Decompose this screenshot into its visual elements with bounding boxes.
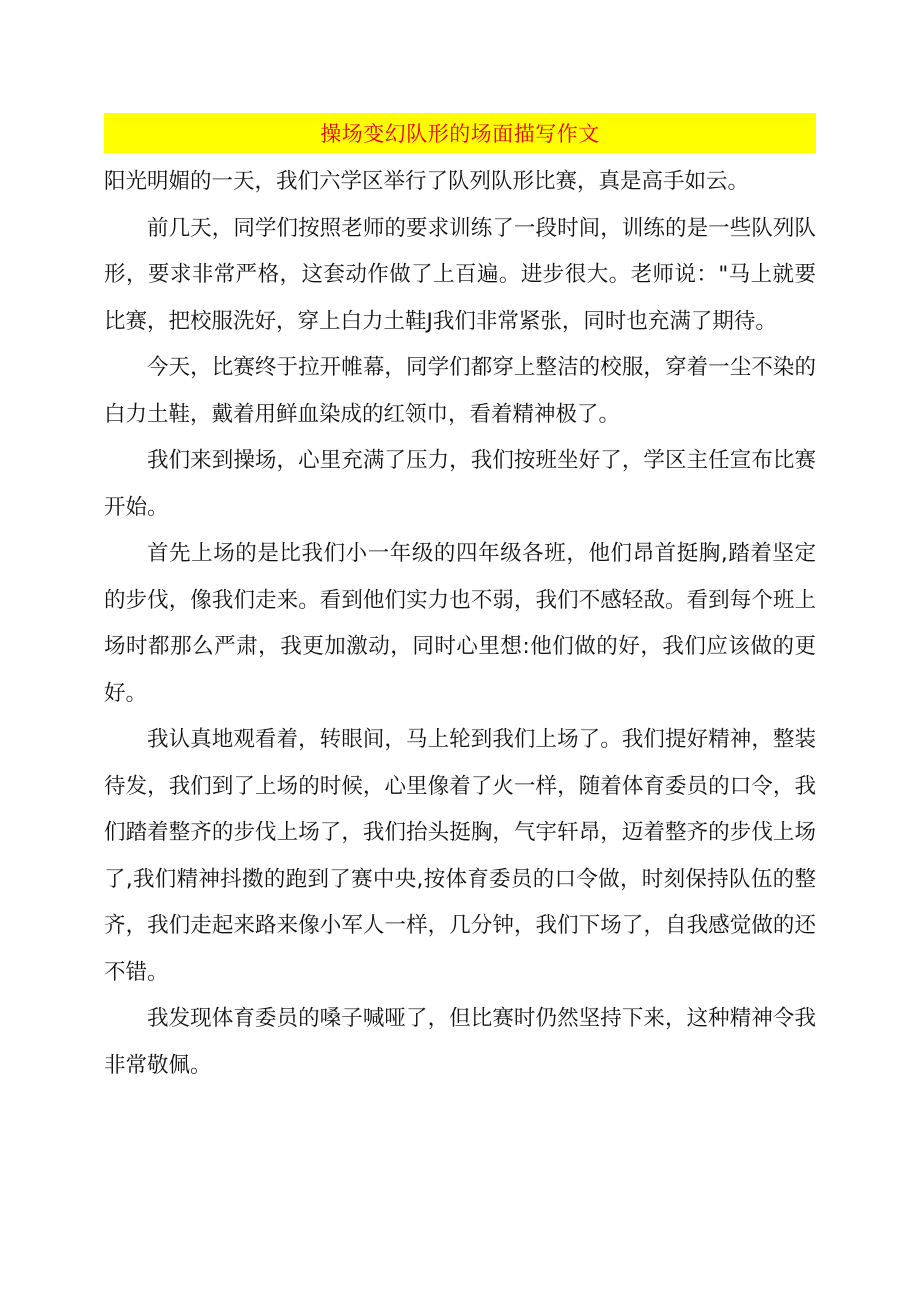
title-banner <box>104 113 816 153</box>
paragraph-6: 我认真地观看着，转眼间，马上轮到我们上场了。我们提好精神，整装待发，我们到了上场的时候，心里像着了火一样，随着体育委员的口令，我们踏着整齐的步伐上场了，我们抬头挺胸，气宇轩昂，迈着整齐的步伐上场了,我们精神抖擞的跑到了赛中央,按体育委员的口令做，时刻保持队伍的整齐，我们走起来路来像小军人一样，几分钟，我们下场了，自我感觉做的还不错。 <box>104 727 816 985</box>
paragraph-4: 我们来到操场，心里充满了压力，我们按班坐好了，学区主任宣布比赛开始。 <box>104 448 816 520</box>
document-page <box>104 113 816 1089</box>
paragraph-2: 前几天，同学们按照老师的要求训练了一段时间，训练的是一些队列队形，要求非常严格，这套动作做了上百遍。进步很大。老师说："马上就要比赛，把校服洗好，穿上白力土鞋J我们非常紧张，同时也充满了期待。 <box>104 215 816 334</box>
paragraph-1: 阳光明媚的一天，我们六学区举行了队列队形比赛，真是高手如云。 <box>104 169 750 194</box>
paragraph-3: 今天，比赛终于拉开帷幕，同学们都穿上整洁的校服，穿着一尘不染的白力土鞋，戴着用鲜血染成的红领巾，看着精神极了。 <box>104 355 816 427</box>
document-title: 操场变幻队形的场面描写作文 <box>320 122 600 146</box>
paragraph-5: 首先上场的是比我们小一年级的四年级各班，他们昂首挺胸,踏着坚定的步伐，像我们走来。看到他们实力也不弱，我们不感轻敌。看到每个班上场时都那么严肃，我更加激动，同时心里想:他们做的好，我们应该做的更好。 <box>104 541 816 706</box>
paragraph-7: 我发现体育委员的嗓子喊哑了，但比赛时仍然坚持下来，这种精神令我非常敬佩。 <box>104 1006 816 1078</box>
